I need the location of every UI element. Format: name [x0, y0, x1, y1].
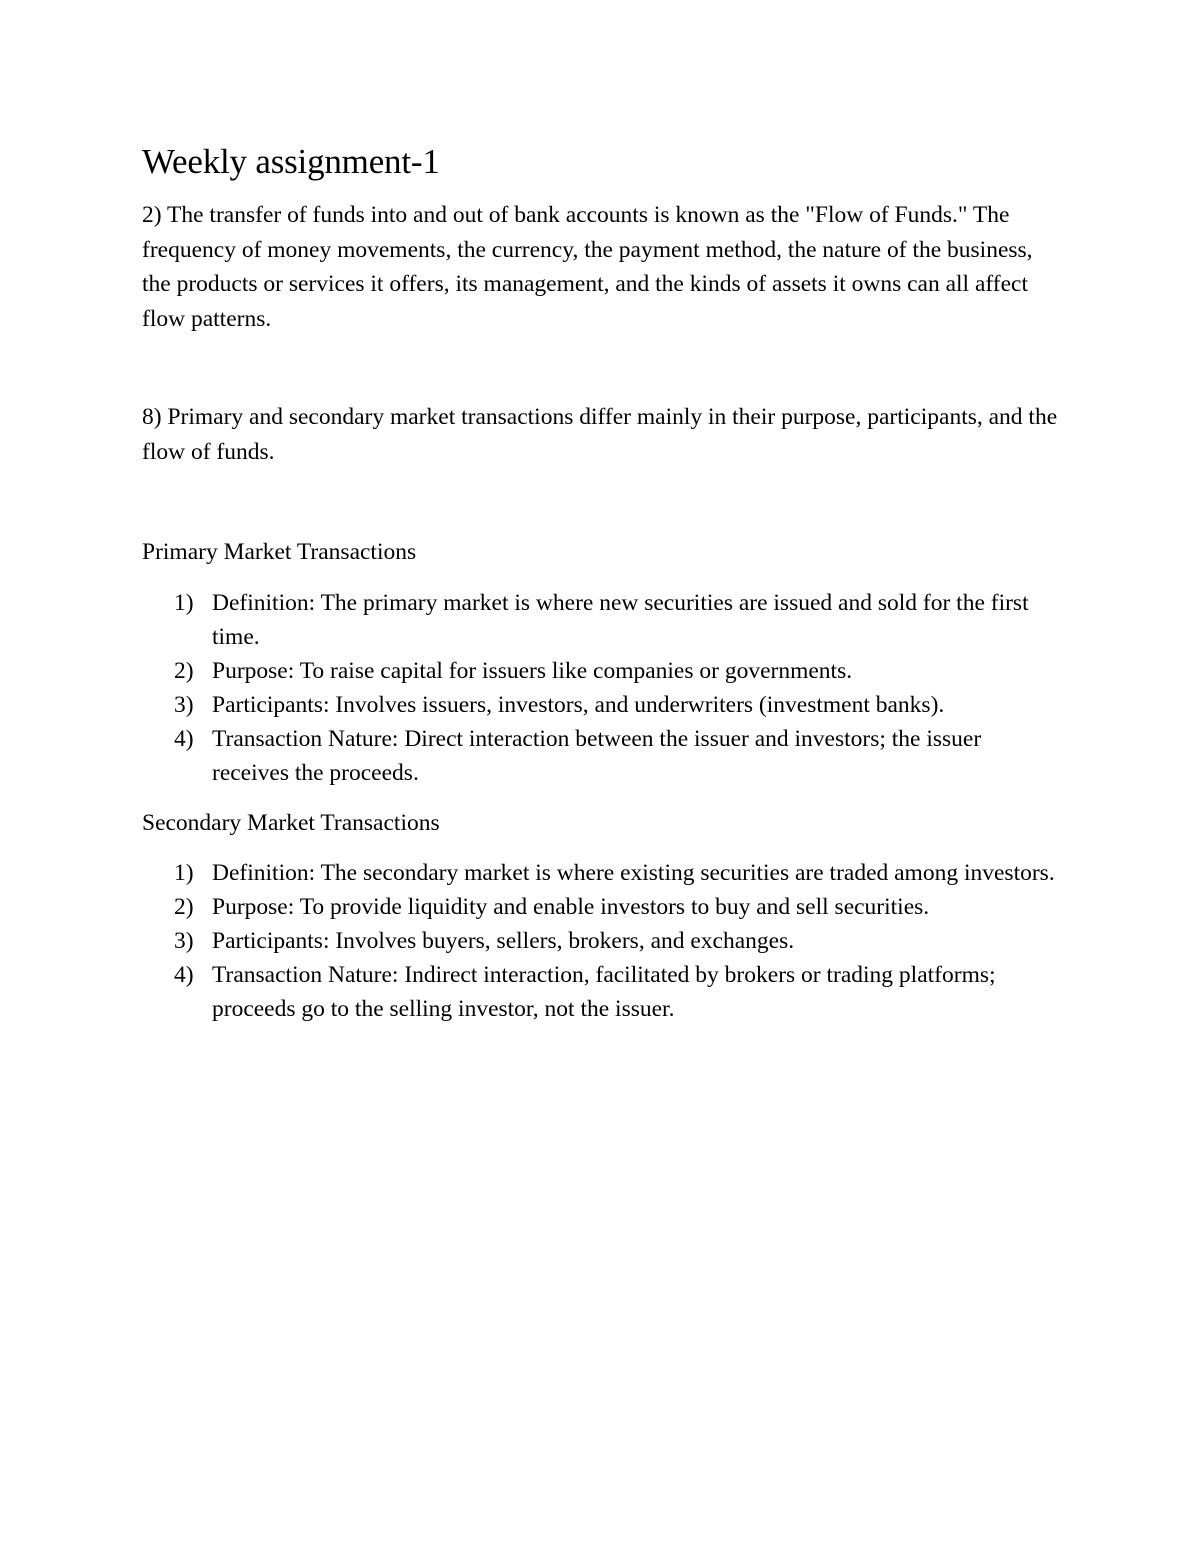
list-item-number: 3) — [174, 691, 194, 718]
list-item — [142, 958, 1062, 1026]
list-item-number: 2) — [174, 657, 194, 684]
list-item — [142, 688, 1062, 722]
list-item-text: Purpose: To raise capital for issuers like companies or governments. — [212, 657, 853, 684]
list-item-number: 1) — [174, 589, 194, 616]
document-title: Weekly assignment-1 — [142, 142, 440, 181]
list-item — [142, 856, 1062, 890]
secondary-market-list — [142, 856, 1062, 1026]
list-item-number: 1) — [174, 860, 194, 886]
list-item-text: Transaction Nature: Indirect interaction, facilitated by brokers or trading platforms; proceeds go to the selling investor, not the issuer. — [212, 962, 996, 1022]
list-item — [142, 722, 1062, 790]
list-item — [142, 924, 1062, 958]
secondary-market-heading: Secondary Market Transactions — [142, 809, 440, 836]
list-item — [142, 586, 1062, 654]
primary-market-heading: Primary Market Transactions — [142, 539, 417, 565]
primary-market-list — [142, 586, 1062, 790]
list-item-text: Transaction Nature: Direct interaction between the issuer and investors; the issuer receives the proceeds. — [212, 725, 982, 786]
list-item-text: Participants: Involves buyers, sellers, brokers, and exchanges. — [212, 928, 795, 954]
list-item — [142, 890, 1062, 924]
list-item-number: 2) — [174, 894, 194, 920]
list-item-number: 4) — [174, 962, 194, 988]
list-item-number: 3) — [174, 928, 194, 954]
paragraph-question-8: 8) Primary and secondary market transactions differ mainly in their purpose, participants, and the flow of funds. — [142, 404, 1058, 465]
list-item — [142, 654, 1062, 688]
document-body — [142, 140, 1062, 1042]
list-item-text: Purpose: To provide liquidity and enable investors to buy and sell securities. — [212, 894, 930, 920]
list-item-text: Definition: The primary market is where new securities are issued and sold for the first time. — [212, 589, 1029, 650]
paragraph-question-2: 2) The transfer of funds into and out of bank accounts is known as the "Flow of Funds." The frequency of money movements, the currency, the payment method, the nature of the business, the products or services it offers, its management, and the kinds of assets it owns can all affect flow patterns. — [142, 202, 1033, 332]
list-item-text: Participants: Involves issuers, investors, and underwriters (investment banks). — [212, 691, 945, 718]
list-item-number: 4) — [174, 725, 194, 752]
list-item-text: Definition: The secondary market is where existing securities are traded among investors. — [212, 860, 1055, 886]
